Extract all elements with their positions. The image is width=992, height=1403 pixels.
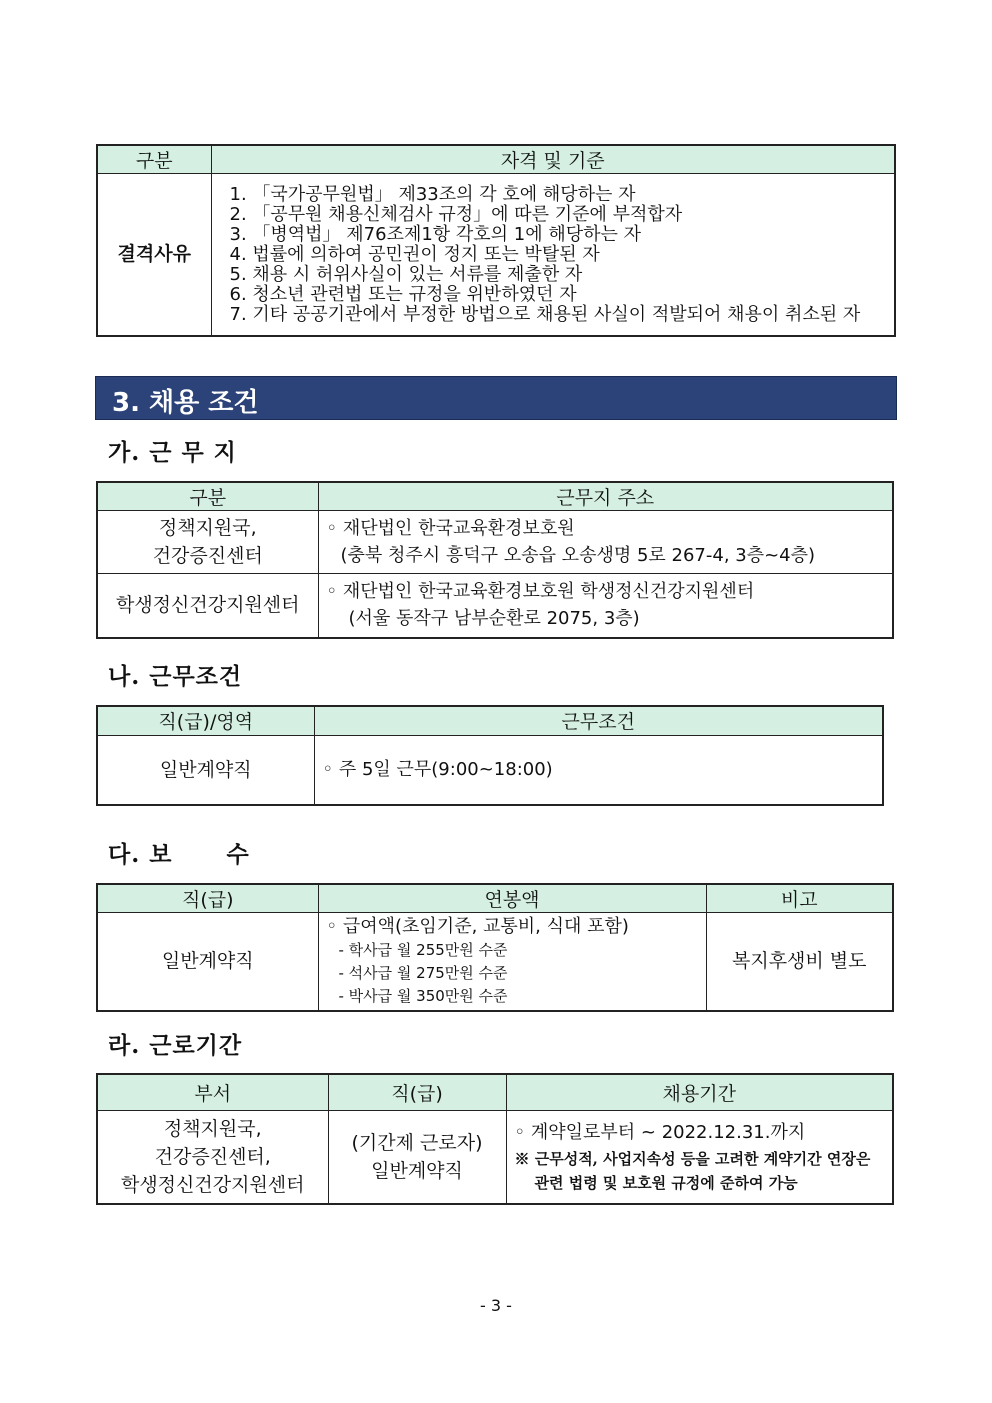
- list-item: 5. 채용 시 허위사실이 있는 서류를 제출한 자: [229, 264, 583, 286]
- subsection-title-workplace: 가. 근 무 지: [108, 439, 237, 466]
- table-header: 구분: [97, 145, 211, 174]
- table-header: 채용기간: [506, 1074, 893, 1110]
- section-title: 3. 채용 조건: [112, 388, 259, 418]
- subsection-title-period: 라. 근로기간: [108, 1032, 243, 1059]
- table-header: 직(급): [97, 884, 318, 913]
- table-header: 구분: [97, 482, 318, 511]
- list-item: 3. 「병역법」 제76조제1항 각호의 1에 해당하는 자: [229, 224, 642, 246]
- address-cell: [318, 511, 893, 574]
- grade-cell: [328, 1110, 506, 1204]
- salary-item: - 학사급 월 255만원 수준: [338, 940, 508, 959]
- department-line: 정책지원국,: [163, 1117, 262, 1140]
- disqualification-list: [211, 174, 895, 336]
- table-header: 비고: [706, 884, 893, 913]
- salary-title: ◦ 급여액(초임기준, 교통비, 식대 포함): [326, 915, 629, 937]
- list-item: 2. 「공무원 채용신체검사 규정」에 따른 기준에 부적합자: [229, 204, 683, 226]
- row-label: 일반계약직: [97, 735, 314, 805]
- address-line: (서울 동작구 남부순환로 2075, 3층): [348, 608, 640, 630]
- period-table: [96, 1073, 894, 1205]
- department-line: 학생정신건강지원센터: [120, 1173, 305, 1196]
- address-line: ◦ 재단법인 한국교육환경보호원 학생정신건강지원센터: [326, 581, 755, 603]
- table-header: 직(급)/영역: [97, 706, 314, 735]
- table-header: 근무조건: [314, 706, 883, 735]
- list-item: 4. 법률에 의하여 공민권이 정지 또는 박탈된 자: [229, 244, 600, 266]
- address-cell: [318, 574, 893, 638]
- salary-table: [96, 883, 894, 1012]
- address-line: ◦ 재단법인 한국교육환경보호원: [326, 518, 575, 539]
- page-number: - 3 -: [480, 1296, 512, 1315]
- period-text: ◦ 계약일로부터 ~ 2022.12.31.까지: [514, 1121, 806, 1143]
- subsection-title-conditions: 나. 근무조건: [108, 663, 243, 690]
- list-item: 7. 기타 공공기관에서 부정한 방법으로 채용된 사실이 적발되어 채용이 취소된 자: [229, 304, 861, 326]
- remark-cell: 복지후생비 별도: [706, 913, 893, 1011]
- row-label: 결격사유: [97, 174, 211, 336]
- table-header: 자격 및 기준: [211, 145, 895, 174]
- row-label: 일반계약직: [97, 913, 318, 1011]
- table-header: 연봉액: [318, 884, 706, 913]
- department-cell: [97, 1110, 328, 1204]
- list-item: 1. 「국가공무원법」 제33조의 각 호에 해당하는 자: [229, 184, 636, 206]
- period-note: ※ 근무성적, 사업지속성 등을 고려한 계약기간 연장은: [514, 1149, 871, 1168]
- row-label: 학생정신건강지원센터: [97, 574, 318, 638]
- department-line: 건강증진센터,: [154, 1145, 271, 1168]
- conditions-table: [96, 705, 884, 806]
- label-line: 정책지원국,: [158, 517, 257, 539]
- table-header: 직(급): [328, 1074, 506, 1110]
- salary-item: - 석사급 월 275만원 수준: [338, 963, 508, 982]
- workplace-table: [96, 481, 894, 639]
- grade-line: (기간제 근로자): [351, 1131, 483, 1154]
- label-line: 건강증진센터: [152, 545, 263, 567]
- subsection-title-salary: 다. 보 수: [108, 841, 250, 868]
- row-label: [97, 511, 318, 574]
- address-line: (충북 청주시 흥덕구 오송읍 오송생명 5로 267-4, 3층~4층): [340, 545, 816, 566]
- period-note: 관련 법령 및 보호원 규정에 준하여 가능: [534, 1173, 798, 1192]
- salary-item: - 박사급 월 350만원 수준: [338, 986, 508, 1005]
- table-header: 근무지 주소: [318, 482, 893, 511]
- list-item: 6. 청소년 관련법 또는 규정을 위반하였던 자: [229, 284, 577, 306]
- grade-line: 일반계약직: [371, 1159, 463, 1182]
- table-header: 부서: [97, 1074, 328, 1110]
- salary-cell: [318, 913, 706, 1011]
- condition-cell: ◦ 주 5일 근무(9:00~18:00): [314, 735, 883, 805]
- disqualification-table: [96, 144, 896, 337]
- period-cell: [506, 1110, 893, 1204]
- section-title-bar: [95, 376, 897, 420]
